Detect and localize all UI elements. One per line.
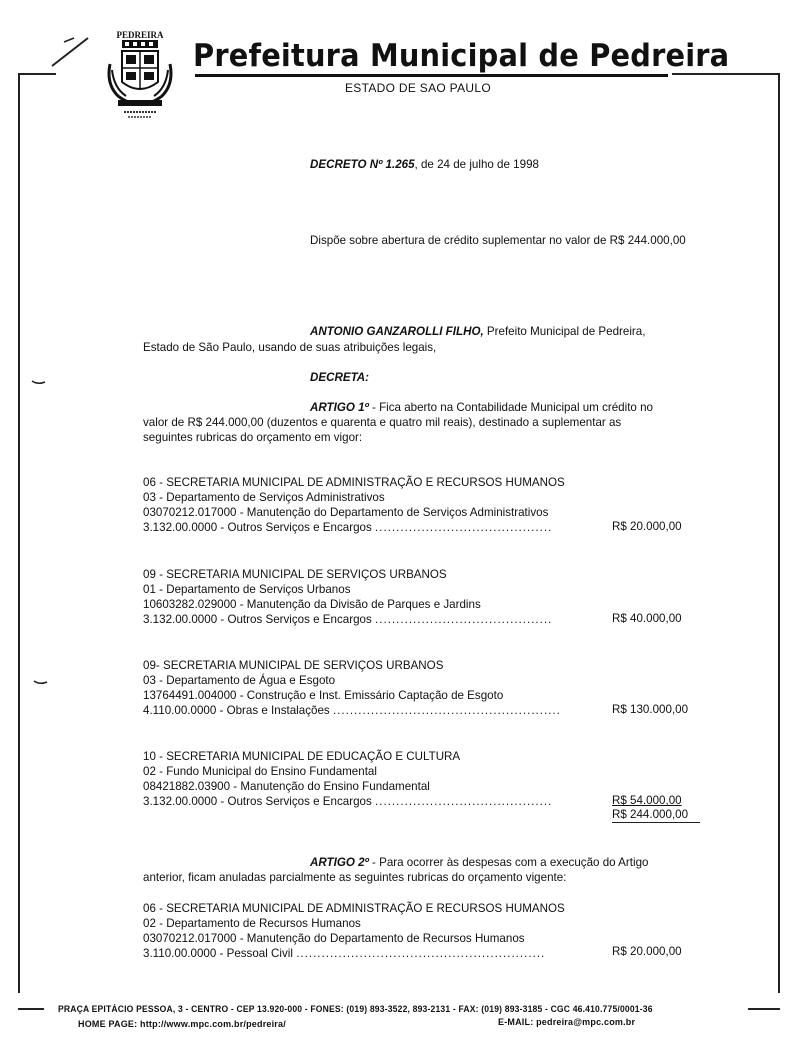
frame-line-right [778, 73, 780, 993]
block-2-account-label: 3.132.00.0000 - Outros Serviços e Encargos [143, 613, 372, 626]
block-2-account [143, 612, 552, 627]
decreta-heading: DECRETA: [310, 371, 370, 384]
total-amount: R$ 244.000,00 [612, 808, 689, 821]
decree-number: DECRETO Nº 1.265 [310, 158, 415, 171]
block-1-secretariat: 06 - SECRETARIA MUNICIPAL DE ADMINISTRAÇÃO E RECURSOS HUMANOS [143, 476, 565, 489]
block-3-amount: R$ 130.000,00 [612, 703, 689, 716]
block-1-account-label: 3.132.00.0000 - Outros Serviços e Encargos [143, 521, 372, 534]
block-4-account-label: 3.132.00.0000 - Outros Serviços e Encargos [143, 795, 372, 808]
block-2-secretariat: 09 - SECRETARIA MUNICIPAL DE SERVIÇOS URBANOS [143, 568, 447, 581]
page-title: Prefeitura Municipal de Pedreira [193, 38, 730, 74]
annul-account-label: 3.110.00.0000 - Pessoal Civil [143, 947, 293, 960]
decree-heading [310, 157, 539, 172]
block-4-amount: R$ 54.000,00 [612, 794, 682, 807]
footer-homepage: HOME PAGE: http://www.mpc.com.br/pedreira/ [78, 1019, 286, 1029]
block-1-department: 03 - Departamento de Serviços Administrativos [143, 491, 385, 504]
block-1-program: 03070212.017000 - Manutenção do Departamento de Serviços Administrativos [143, 506, 549, 519]
article-1-label: ARTIGO 1º [310, 401, 369, 414]
annul-department: 02 - Departamento de Recursos Humanos [143, 917, 361, 930]
block-3-department: 03 - Departamento de Água e Esgoto [143, 674, 336, 687]
annul-secretariat: 06 - SECRETARIA MUNICIPAL DE ADMINISTRAÇÃO E RECURSOS HUMANOS [143, 902, 565, 915]
article-2-line-1 [310, 855, 648, 870]
mayor-title: Prefeito Municipal de Pedreira, [483, 325, 646, 338]
frame-line-bottom-right [748, 1008, 780, 1010]
leader-dots: .......................................... [375, 795, 553, 808]
decree-date: , de 24 de julho de 1998 [414, 158, 539, 171]
decree-summary: Dispõe sobre abertura de crédito suplementar no valor de R$ 244.000,00 [310, 234, 686, 247]
preamble-line-2: Estado de São Paulo, usando de suas atribuições legais, [143, 341, 437, 354]
block-3-account-label: 4.110.00.0000 - Obras e Instalações [143, 704, 330, 717]
margin-mark [30, 378, 48, 386]
block-4-account [143, 794, 552, 809]
block-2-department: 01 - Departamento de Serviços Urbanos [143, 583, 351, 596]
leader-dots: .......................................... [375, 613, 553, 626]
footer-email: E-MAIL: pedreira@mpc.com.br [498, 1017, 636, 1027]
block-2-program: 10603282.029000 - Manutenção da Divisão de Parques e Jardins [143, 598, 481, 611]
article-1-text: - Fica aberto na Contabilidade Municipal um crédito no [368, 401, 653, 414]
block-3-account [143, 703, 561, 718]
article-2-line-2: anterior, ficam anuladas parcialmente as seguintes rubricas do orçamento vigente: [143, 871, 567, 884]
frame-line-left [18, 73, 20, 993]
state-subtitle: ESTADO DE SAO PAULO [345, 81, 491, 95]
pen-mark [48, 32, 92, 70]
block-2-amount: R$ 40.000,00 [612, 612, 682, 625]
block-4-department: 02 - Fundo Municipal do Ensino Fundamental [143, 765, 377, 778]
frame-line-bottom-left [18, 1008, 44, 1010]
leader-dots: ........................................................... [296, 947, 546, 960]
annul-amount: R$ 20.000,00 [612, 945, 682, 958]
leader-dots: .......................................... [375, 521, 553, 534]
mayor-name: ANTONIO GANZAROLLI FILHO, [310, 325, 484, 338]
margin-mark [32, 678, 50, 686]
footer-address: PRAÇA EPITÁCIO PESSOA, 3 - CENTRO - CEP 13.920-000 - FONES: (019) 893-3522, 893-2131 - FAX: (019) 893-3185 - CGC 46.410.775/0001-36 [58, 1004, 653, 1014]
article-2-label: ARTIGO 2º [310, 856, 369, 869]
block-1-account [143, 520, 552, 535]
annul-program: 03070212.017000 - Manutenção do Departamento de Recursos Humanos [143, 932, 525, 945]
frame-line-top-left [18, 73, 56, 75]
article-2-text: - Para ocorrer às despesas com a execução do Artigo [368, 856, 649, 869]
article-1-line-1 [310, 400, 653, 415]
leader-dots: ...................................................... [332, 704, 561, 717]
block-4-program: 08421882.03900 - Manutenção do Ensino Fundamental [143, 780, 430, 793]
article-1-line-3: seguintes rubricas do orçamento em vigor: [143, 431, 363, 444]
block-3-program: 13764491.004000 - Construção e Inst. Emissário Captação de Esgoto [143, 689, 504, 702]
municipal-seal-logo [104, 24, 176, 120]
total-underline [612, 822, 700, 823]
block-1-amount: R$ 20.000,00 [612, 520, 682, 533]
block-4-secretariat: 10 - SECRETARIA MUNICIPAL DE EDUCAÇÃO E CULTURA [143, 750, 461, 763]
seal-text: PEDREIRA [116, 30, 164, 40]
article-1-line-2: valor de R$ 244.000,00 (duzentos e quarenta e quatro mil reais), destinado a suplementar as [143, 416, 622, 429]
block-3-secretariat: 09- SECRETARIA MUNICIPAL DE SERVIÇOS URBANOS [143, 659, 444, 672]
annul-account [143, 946, 545, 961]
preamble-line-1 [310, 324, 645, 339]
title-underline [195, 74, 668, 77]
